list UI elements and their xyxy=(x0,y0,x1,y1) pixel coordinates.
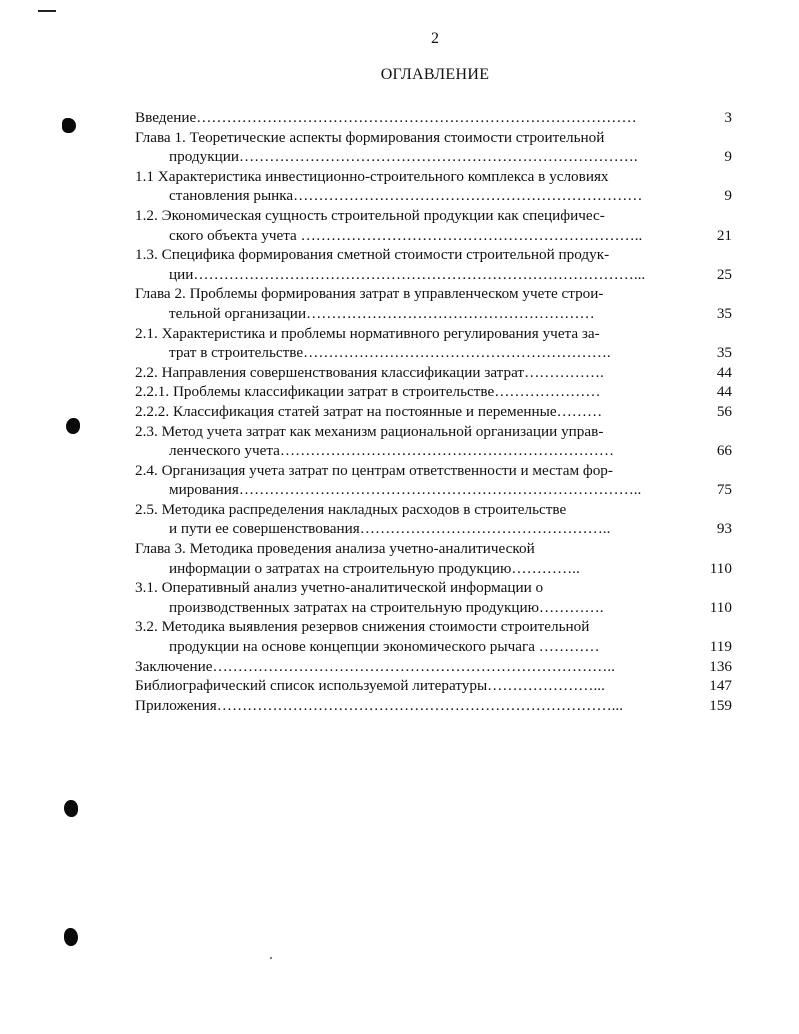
toc-entry-title xyxy=(135,617,683,656)
toc-entry-title xyxy=(135,539,683,578)
toc-entry-page-number: 159 xyxy=(709,696,732,714)
toc-entry-line: продукции на основе концепции экономического рычага ………… xyxy=(169,638,600,656)
toc-entry-line: 2.5. Методика распределения накладных расходов в строительстве xyxy=(135,500,567,518)
toc-entry-line: Введение…………………………………………………………………………… xyxy=(135,109,637,126)
hole-punch-mark xyxy=(62,118,76,133)
hole-punch-mark xyxy=(66,418,80,434)
toc-entry-line: 1.2. Экономическая сущность строительной продукции как специфичес- xyxy=(135,206,605,224)
toc-entry-page-number: 44 xyxy=(716,363,732,381)
toc-entry-line: Приложения……………………………………………………………………... xyxy=(135,696,624,714)
hole-punch-mark xyxy=(64,800,78,817)
toc-entry-title xyxy=(135,284,683,323)
toc-entry-page-number: 56 xyxy=(716,402,732,420)
toc-entry-page-number: 75 xyxy=(716,481,732,499)
toc-entry-page-number: 93 xyxy=(716,520,732,538)
toc-entry xyxy=(135,167,735,206)
toc-entry-page-number: 147 xyxy=(709,677,732,695)
toc-entry xyxy=(135,324,735,363)
toc-entry-title xyxy=(135,696,683,716)
toc-entry-line: тельной организации………………………………………………… xyxy=(169,304,595,322)
toc-entry xyxy=(135,245,735,284)
toc-entry-line: становления рынка…………………………………………………………… xyxy=(169,187,643,205)
toc-entry-line: мирования…………………………………………………………………….. xyxy=(169,481,642,499)
toc-entry-page-number: 9 xyxy=(724,187,732,205)
toc-entry-title xyxy=(135,676,683,696)
toc-entry-title xyxy=(135,108,683,128)
page-title: ОГЛАВЛЕНИЕ xyxy=(380,66,490,83)
toc-entry-line: 1.1 Характеристика инвестиционно-строительного комплекса в условиях xyxy=(135,167,609,185)
toc-entry-line: ции……………………………………………………………………………... xyxy=(169,265,646,283)
toc-entry-line: 1.3. Специфика формирования сметной стоимости строительной продук- xyxy=(135,246,610,264)
toc-entry-page-number: 25 xyxy=(716,265,732,283)
toc-entry-title xyxy=(135,245,683,284)
toc-entry xyxy=(135,696,735,716)
scan-speck xyxy=(270,957,272,959)
toc-entry xyxy=(135,578,735,617)
toc-entry xyxy=(135,382,735,402)
toc-entry-line: производственных затратах на строительную продукцию…………. xyxy=(169,598,604,616)
toc-entry-line: 3.1. Оперативный анализ учетно-аналитической информации о xyxy=(135,579,544,597)
table-of-contents xyxy=(135,108,735,715)
toc-entry xyxy=(135,128,735,167)
toc-entry-page-number: 3 xyxy=(724,109,732,126)
toc-entry xyxy=(135,657,735,677)
toc-entry xyxy=(135,461,735,500)
toc-entry xyxy=(135,363,735,383)
toc-entry-title xyxy=(135,206,683,245)
toc-entry-line: информации о затратах на строительную продукцию………….. xyxy=(169,559,580,577)
toc-entry-line: Глава 1. Теоретические аспекты формирования стоимости строительной xyxy=(135,128,605,146)
toc-entry-title xyxy=(135,461,683,500)
toc-entry-page-number: 9 xyxy=(724,148,732,166)
toc-entry-page-number: 44 xyxy=(716,383,732,401)
toc-entry-page-number: 119 xyxy=(709,638,732,656)
toc-entry-title xyxy=(135,167,683,206)
toc-entry-page-number: 136 xyxy=(709,657,732,675)
toc-entry xyxy=(135,206,735,245)
toc-entry xyxy=(135,402,735,422)
toc-entry-line: и пути ее совершенствования………………………………………….. xyxy=(169,520,611,538)
toc-entry-line: ленческого учета………………………………………………………… xyxy=(169,442,615,460)
toc-entry-line: ского объекта учета ………………………………………………………….. xyxy=(169,226,643,244)
scan-mark xyxy=(38,10,56,12)
toc-entry-page-number: 66 xyxy=(716,442,732,460)
toc-entry-line: 2.2. Направления совершенствования классификации затрат……………. xyxy=(135,363,604,381)
toc-entry xyxy=(135,617,735,656)
toc-entry-title xyxy=(135,422,683,461)
toc-entry-line: 2.1. Характеристика и проблемы нормативного регулирования учета за- xyxy=(135,324,600,342)
toc-entry xyxy=(135,676,735,696)
toc-entry-title xyxy=(135,382,683,402)
toc-entry-page-number: 35 xyxy=(716,304,732,322)
toc-entry-title xyxy=(135,324,683,363)
toc-entry-line: Глава 2. Проблемы формирования затрат в управленческом учете строи- xyxy=(135,285,604,303)
toc-entry xyxy=(135,108,735,128)
toc-entry-page-number: 110 xyxy=(709,598,732,616)
toc-entry-line: 2.2.2. Классификация статей затрат на постоянные и переменные……… xyxy=(135,402,603,420)
toc-entry-line: трат в строительстве……………………………………………………. xyxy=(169,344,611,362)
toc-entry xyxy=(135,284,735,323)
toc-entry-line: Библиографический список используемой литературы…………………... xyxy=(135,677,605,695)
toc-entry-line: 3.2. Методика выявления резервов снижения стоимости строительной xyxy=(135,618,590,636)
toc-entry-title xyxy=(135,363,683,383)
page-number: 2 xyxy=(431,30,439,47)
toc-entry-page-number: 35 xyxy=(716,344,732,362)
toc-entry-page-number: 110 xyxy=(709,559,732,577)
toc-entry-page-number: 21 xyxy=(716,226,732,244)
toc-entry-title xyxy=(135,128,683,167)
toc-entry-line: 2.4. Организация учета затрат по центрам ответственности и местам фор- xyxy=(135,461,613,479)
toc-entry-line: Глава 3. Методика проведения анализа учетно-аналитической xyxy=(135,540,535,558)
toc-entry xyxy=(135,539,735,578)
toc-entry-line: Заключение…………………………………………………………………….. xyxy=(135,657,615,675)
toc-entry-line: продукции……………………………………………………………………. xyxy=(169,148,638,166)
toc-entry xyxy=(135,500,735,539)
toc-entry xyxy=(135,422,735,461)
hole-punch-mark xyxy=(64,928,78,946)
toc-entry-title xyxy=(135,657,683,677)
toc-entry-line: 2.3. Метод учета затрат как механизм рациональной организации управ- xyxy=(135,422,604,440)
toc-entry-line: 2.2.1. Проблемы классификации затрат в строительстве………………… xyxy=(135,383,601,401)
toc-entry-title xyxy=(135,500,683,539)
toc-entry-title xyxy=(135,578,683,617)
toc-entry-title xyxy=(135,402,683,422)
